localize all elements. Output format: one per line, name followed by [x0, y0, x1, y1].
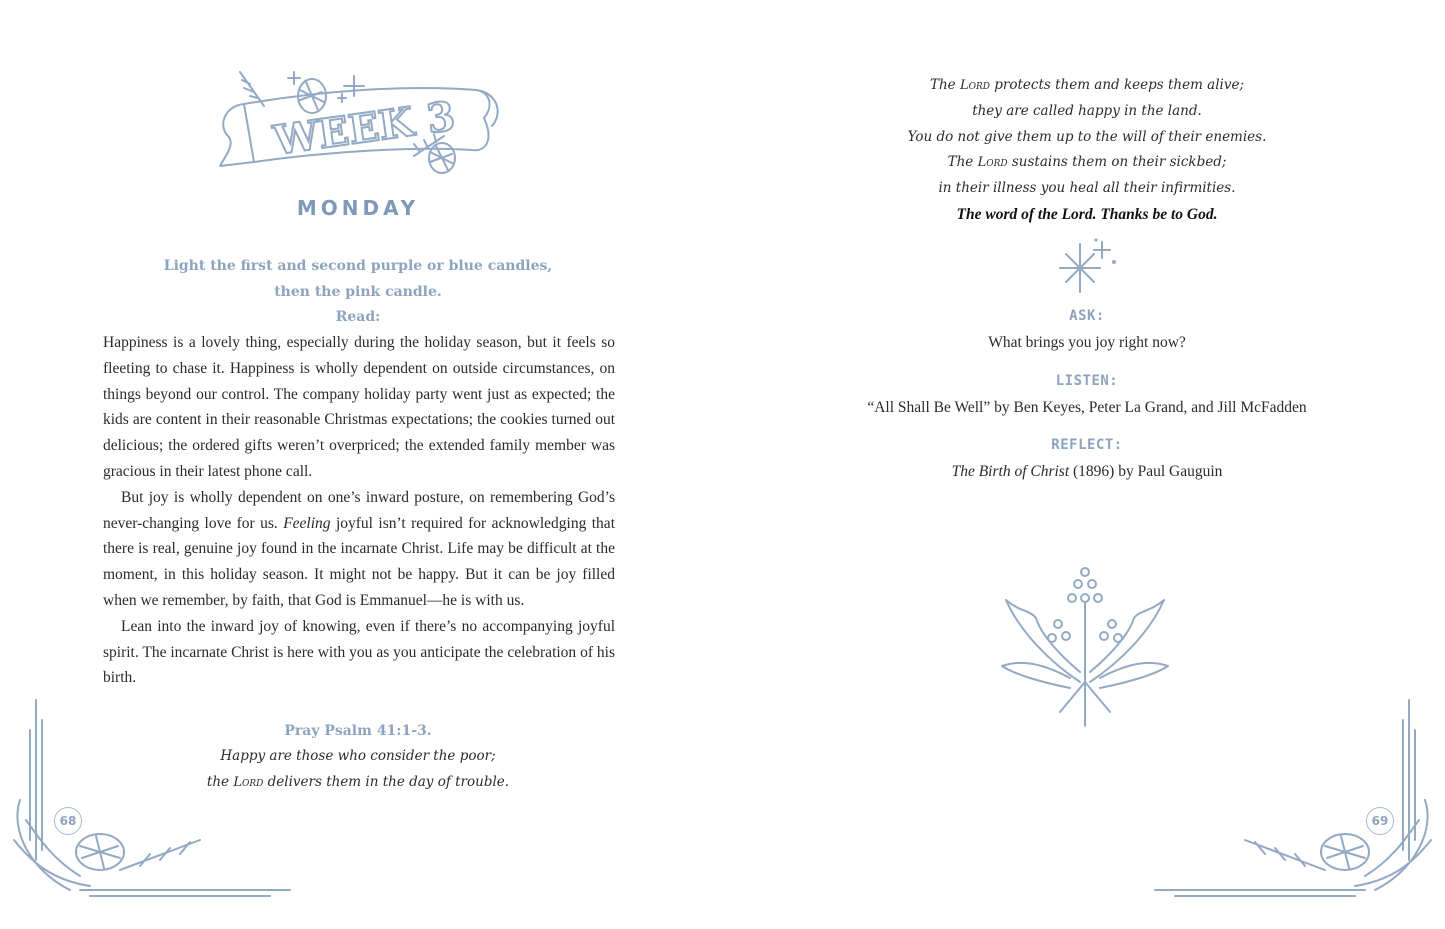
psalm-verse-right	[862, 73, 1312, 228]
listen-text: “All Shall Be Well” by Ben Keyes, Peter La Grand, and Jill McFadden	[867, 399, 1307, 416]
read-label: Read:	[335, 309, 381, 325]
paragraph-2: But joy is wholly dependent on one’s inward posture, on remembering God’s never-changing love for us. Feeling joyful isn’t required for acknowledging that there is real, genuine joy found in the incarnate Christ. Life may be difficult at the moment, in this holiday season. It might not be happy. But it can be joy filled when we remember, by faith, that God is Emmanuel—he is with us.	[103, 488, 615, 609]
corner-ornament-right	[1145, 690, 1445, 920]
verse-line: You do not give them up to the will of their enemies.	[907, 128, 1267, 145]
candle-instruction-line2: then the pink candle.	[274, 284, 442, 300]
sparkle-star-icon	[1056, 236, 1120, 296]
listen-label: LISTEN:	[1055, 373, 1119, 389]
left-page	[0, 0, 722, 929]
week-banner-emblem	[214, 66, 502, 186]
corner-ornament-left	[0, 690, 300, 920]
candle-instruction-line1: Light the first and second purple or blue candles,	[163, 258, 553, 274]
pray-label: Pray Psalm 41:1-3.	[284, 723, 432, 739]
reflect-label: REFLECT:	[1051, 437, 1123, 453]
reflect-text: The Birth of Christ (1896) by Paul Gauguin	[951, 463, 1223, 480]
devotional-body	[103, 330, 615, 691]
closing-response: The word of the Lord. Thanks be to God.	[956, 205, 1218, 223]
right-page	[722, 0, 1445, 929]
verse-line: Happy are those who consider the poor;	[220, 748, 496, 764]
paragraph-1: Happiness is a lovely thing, especially during the holiday season, but it feels so fleeting to chase it. Happiness is wholly dependent on outside circumstances, on things beyond our control. The company holiday party went just as expected; the kids are content in their reasonable Christmas expectations; the cookies turned out delicious; the ordered gifts weren’t overpriced; the extended family member was gracious in their latest phone call.	[103, 334, 615, 480]
verse-line: they are called happy in the land.	[972, 102, 1202, 119]
ask-text: What brings you joy right now?	[988, 334, 1186, 351]
verse-line: The Lord sustains them on their sickbed;	[947, 154, 1227, 171]
ask-label: ASK:	[1069, 308, 1105, 324]
verse-line: The Lord protects them and keeps them alive;	[929, 77, 1245, 93]
verse-line: in their illness you heal all their infirmities.	[938, 180, 1236, 197]
page-number-69: 69	[1366, 807, 1394, 835]
day-title: MONDAY	[296, 196, 420, 220]
paragraph-3: Lean into the inward joy of knowing, even if there’s no accompanying joyful spirit. The incarnate Christ is here with you as you anticipate the celebration of his birth.	[103, 617, 615, 687]
week-label: WEEK 3	[270, 92, 458, 165]
verse-line: the Lord delivers them in the day of trouble.	[206, 773, 510, 790]
page-number-68: 68	[54, 807, 82, 835]
